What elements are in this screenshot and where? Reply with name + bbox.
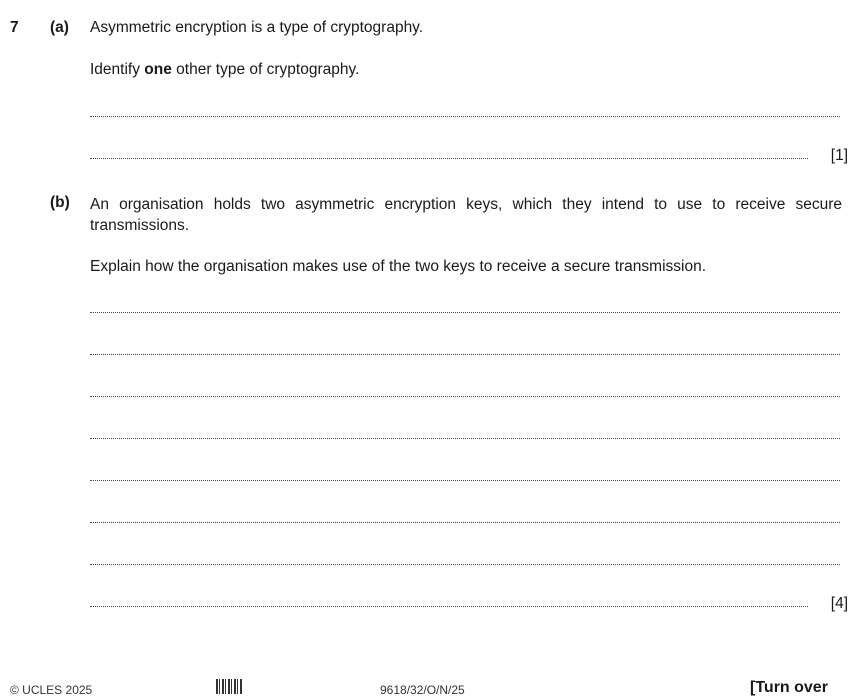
part-b-answer-line-5[interactable] [90,480,840,481]
part-b-answer-line-2[interactable] [90,354,840,355]
part-b-statement: An organisation holds two asymmetric encryption keys, which they intend to use to receive secure transmissions. [90,196,842,234]
question-number: 7 [10,19,19,36]
footer-copyright: © UCLES 2025 [10,683,93,697]
part-a-marks: [1] [830,147,848,164]
part-b-answer-line-7[interactable] [90,564,840,565]
footer-paper-code: 9618/32/O/N/25 [380,683,465,697]
part-a-instruction-start: Identify [90,61,145,78]
part-a-answer-line-2[interactable] [90,158,808,159]
part-b-answer-line-8[interactable] [90,606,808,607]
part-b-answer-line-4[interactable] [90,438,840,439]
part-a-statement: Asymmetric encryption is a type of cryptography. [90,19,424,36]
part-a-instruction-emphasis: one [144,61,172,78]
part-a-answer-line-1[interactable] [90,116,840,117]
part-a-label: (a) [50,19,69,36]
footer-turn-over: [Turn over [750,679,828,696]
barcode-image [216,679,242,694]
part-b-answer-line-6[interactable] [90,522,840,523]
part-b-instruction: Explain how the organisation makes use of the two keys to receive a secure transmission. [90,258,707,275]
part-a-instruction-end: other type of cryptography. [171,61,360,78]
part-b-label: (b) [50,194,70,211]
part-b-marks: [4] [830,595,848,612]
part-b-answer-line-1[interactable] [90,312,840,313]
part-a-instruction [90,61,359,79]
part-b-answer-line-3[interactable] [90,396,840,397]
